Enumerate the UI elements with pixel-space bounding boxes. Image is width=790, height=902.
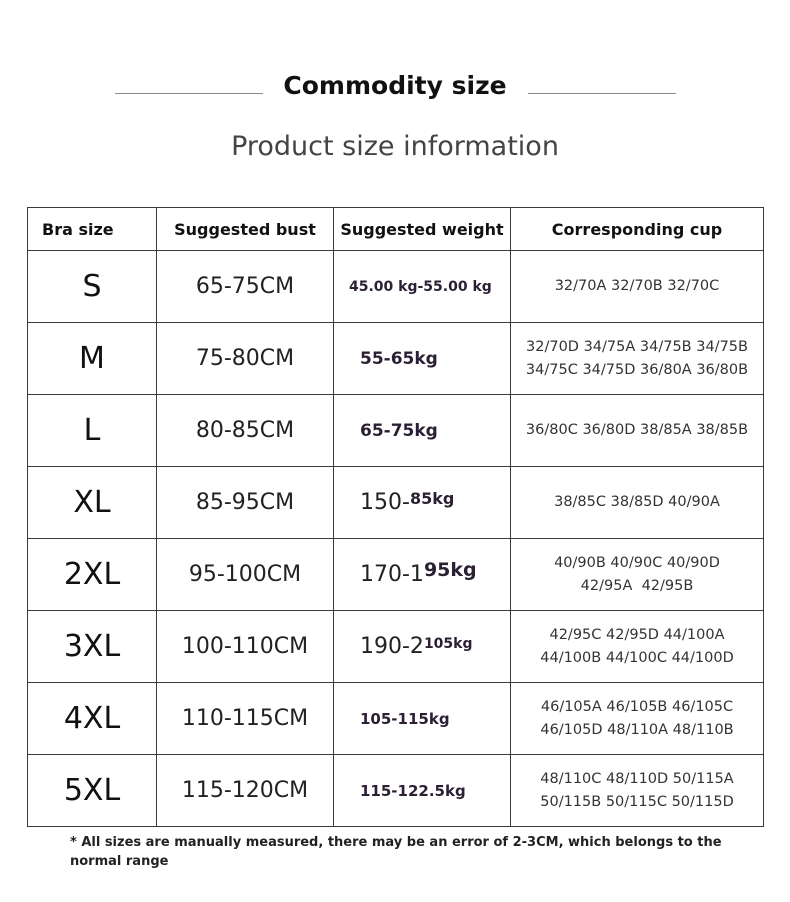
footnote-line: normal range	[70, 854, 169, 869]
cup-line: 32/70D 34/75A 34/75B 34/75B	[526, 338, 748, 355]
cup-line: 34/75C 34/75D 36/80A 36/80B	[525, 361, 749, 378]
page-subtitle: Product size information	[231, 131, 559, 162]
footnote	[70, 833, 750, 871]
cell-size: L	[28, 395, 157, 467]
cell-bust: 85-95CM	[157, 467, 334, 539]
weight-prefix: 170-1	[360, 562, 424, 587]
cell-weight: 45.00 kg-55.00 kg	[334, 251, 511, 323]
cup-line: 40/90B 40/90C 40/90D	[554, 554, 720, 571]
cell-bust: 80-85CM	[157, 395, 334, 467]
table-row	[28, 323, 764, 395]
cell-size: S	[28, 251, 157, 323]
footnote-line: * All sizes are manually measured, there may be an error of 2-3CM, which belongs to the	[70, 835, 722, 850]
cell-bust: 110-115CM	[157, 683, 334, 755]
weight-overlay: 85kg	[409, 489, 455, 508]
table-header-row	[28, 208, 764, 251]
cell-cup	[511, 683, 764, 755]
cup-line: 38/85C 38/85D 40/90A	[554, 494, 720, 510]
weight-overlay: 105kg	[423, 636, 473, 652]
cell-cup	[511, 251, 764, 323]
cell-size: M	[28, 323, 157, 395]
cell-bust: 65-75CM	[157, 251, 334, 323]
cell-cup	[511, 395, 764, 467]
table-row	[28, 611, 764, 683]
cell-cup	[511, 539, 764, 611]
table-row	[28, 539, 764, 611]
page-title: Commodity size	[283, 71, 507, 100]
table-row	[28, 467, 764, 539]
header-row	[0, 66, 790, 106]
cup-line: 48/110C 48/110D 50/115A	[540, 770, 734, 787]
column-header-suggested-weight: Suggested weight	[334, 208, 511, 251]
cell-weight	[334, 539, 511, 611]
cup-line: 50/115B 50/115C 50/115D	[540, 793, 734, 810]
header-rule-right	[528, 93, 676, 94]
cell-bust: 115-120CM	[157, 755, 334, 827]
cup-line: 42/95C 42/95D 44/100A	[549, 626, 725, 643]
cell-weight: 105-115kg	[334, 683, 511, 755]
column-header-bra-size: Bra size	[28, 208, 157, 251]
cup-line: 42/95A 42/95B	[580, 577, 694, 594]
cup-line: 32/70A 32/70B 32/70C	[554, 278, 720, 294]
cell-size: 4XL	[28, 683, 157, 755]
cell-weight	[334, 611, 511, 683]
weight-prefix: 190-2	[360, 634, 424, 659]
table-row	[28, 755, 764, 827]
column-header-corresponding-cup: Corresponding cup	[511, 208, 764, 251]
cell-weight	[334, 467, 511, 539]
cell-weight: 55-65kg	[334, 323, 511, 395]
table-row	[28, 251, 764, 323]
size-table	[27, 207, 764, 827]
cell-cup	[511, 755, 764, 827]
cup-line: 44/100B 44/100C 44/100D	[540, 649, 734, 666]
table-row	[28, 683, 764, 755]
cell-size: 5XL	[28, 755, 157, 827]
cup-line: 36/80C 36/80D 38/85A 38/85B	[525, 422, 749, 438]
cup-line: 46/105D 48/110A 48/110B	[540, 721, 734, 738]
cell-size: 2XL	[28, 539, 157, 611]
cell-weight: 65-75kg	[334, 395, 511, 467]
cell-cup	[511, 611, 764, 683]
cell-weight: 115-122.5kg	[334, 755, 511, 827]
cell-bust: 75-80CM	[157, 323, 334, 395]
cell-size: 3XL	[28, 611, 157, 683]
cell-cup	[511, 467, 764, 539]
cell-cup	[511, 323, 764, 395]
cell-bust: 95-100CM	[157, 539, 334, 611]
cell-bust: 100-110CM	[157, 611, 334, 683]
cup-line: 46/105A 46/105B 46/105C	[540, 698, 734, 715]
weight-prefix: 150-	[360, 490, 410, 515]
weight-overlay: 95kg	[423, 559, 477, 581]
cell-size: XL	[28, 467, 157, 539]
table-row	[28, 395, 764, 467]
column-header-suggested-bust: Suggested bust	[157, 208, 334, 251]
